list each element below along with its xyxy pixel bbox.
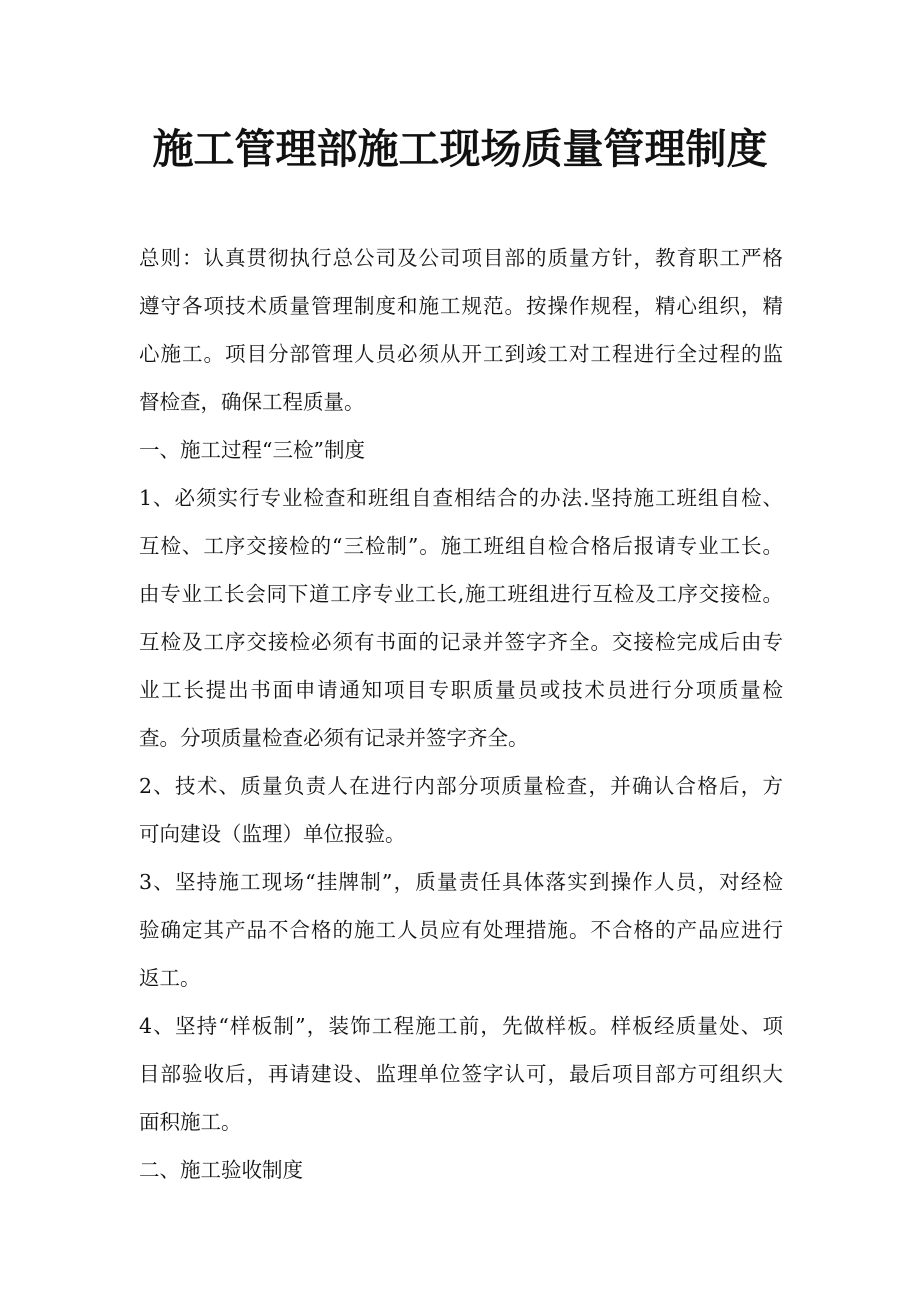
item-2-line-1: 2、技术、质量负责人在进行内部分项质量检查，并确认合格后，方 [139,774,783,798]
item-4-line-2: 目部验收后，再请建设、监理单位签字认可，最后项目部方可组织大 [139,1062,783,1086]
item-1-line-6: 查。分项质量检查必须有记录并签字齐全。 [139,726,529,750]
general-line-2: 遵守各项技术质量管理制度和施工规范。按操作规程，精心组织，精 [139,294,783,318]
item-3-line-3: 返工。 [139,966,201,990]
item-3-line-1: 3、坚持施工现场“挂牌制”，质量责任具体落实到操作人员，对经检 [139,870,783,894]
page-title: 施工管理部施工现场质量管理制度 [152,125,768,173]
general-line-4: 督检查，确保工程质量。 [139,390,365,414]
general-line-3: 心施工。项目分部管理人员必须从开工到竣工对工程进行全过程的监 [139,342,783,366]
item-1-line-2: 互检、工序交接检的“三检制”。施工班组自检合格后报请专业工长。 [139,534,783,558]
item-4-line-3: 面积施工。 [139,1110,242,1134]
item-1-line-1: 1、必须实行专业检查和班组自查相结合的办法.坚持施工班组自检、 [139,486,783,510]
item-1-line-4: 互检及工序交接检必须有书面的记录并签字齐全。交接检完成后由专 [139,630,783,654]
item-1-line-5: 业工长提出书面申请通知项目专职质量员或技术员进行分项质量检 [139,678,783,702]
item-3-line-2: 验确定其产品不合格的施工人员应有处理措施。不合格的产品应进行 [139,918,783,942]
section-heading-1: 一、施工过程“三检”制度 [139,438,365,462]
item-2-line-2: 可向建设（监理）单位报验。 [139,822,406,846]
general-line-1: 总则：认真贯彻执行总公司及公司项目部的质量方针，教育职工严格 [139,246,783,270]
item-1-line-3: 由专业工长会同下道工序专业工长,施工班组进行互检及工序交接检。 [139,582,783,606]
section-heading-2: 二、施工验收制度 [139,1158,303,1182]
item-4-line-1: 4、坚持“样板制”，装饰工程施工前，先做样板。样板经质量处、项 [139,1014,783,1038]
